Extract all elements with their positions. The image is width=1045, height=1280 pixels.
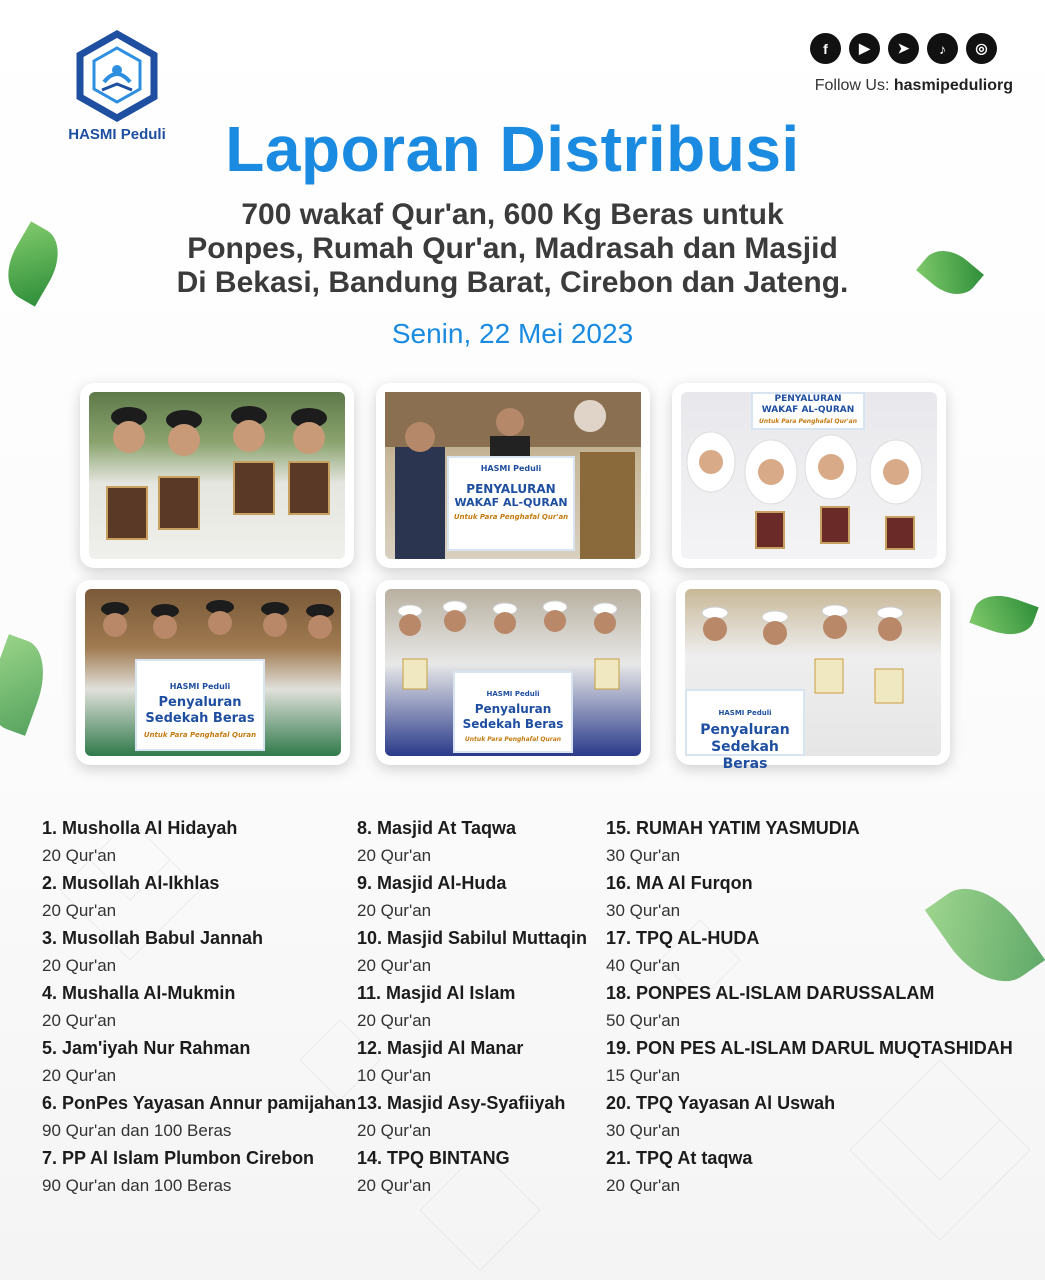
- banner-line2: WAKAF AL-QURAN: [454, 496, 568, 509]
- list-item: [357, 870, 587, 925]
- list-item: [357, 925, 587, 980]
- follow-us: [815, 77, 1013, 95]
- banner-line1: PENYALURAN: [466, 482, 556, 496]
- photo-wakaf-handover: [385, 392, 641, 559]
- recipient-name: 12. Masjid Al Manar: [357, 1038, 524, 1058]
- banner-brand: HASMI Peduli: [486, 690, 540, 698]
- instagram-icon[interactable]: ◎: [966, 33, 997, 64]
- recipient-name: 11. Masjid Al Islam: [357, 983, 516, 1003]
- list-item: [357, 1145, 587, 1200]
- list-item: [357, 1035, 587, 1090]
- photo-card-1: [80, 383, 354, 568]
- recipient-name: 16. MA Al Furqon: [606, 873, 753, 893]
- banner-line3: Untuk Para Penghafal Qur'an: [453, 513, 569, 521]
- recipient-qty: 20 Qur'an: [42, 1011, 117, 1030]
- subtitle-line: Ponpes, Rumah Qur'an, Madrasah dan Masjid: [187, 232, 838, 265]
- recipient-column-1: [42, 815, 356, 1200]
- list-item: [42, 1035, 356, 1090]
- list-item: [606, 925, 1013, 980]
- recipient-qty: 40 Qur'an: [606, 956, 681, 975]
- recipient-qty: 15 Qur'an: [606, 1066, 681, 1085]
- subtitle: [0, 198, 1025, 300]
- photo-rice-distribution-1: [85, 589, 341, 756]
- recipient-qty: 20 Qur'an: [357, 1176, 432, 1195]
- brand-name: HASMI Peduli: [68, 126, 166, 143]
- recipient-qty: 20 Qur'an: [42, 846, 117, 865]
- recipient-name: 7. PP Al Islam Plumbon Cirebon: [42, 1148, 315, 1168]
- photo-card-6: [676, 580, 950, 772]
- photo-boys-with-quran: [89, 392, 345, 559]
- photo-rice-distribution-2: [385, 589, 641, 756]
- recipient-name: 15. RUMAH YATIM YASMUDIA: [606, 818, 860, 838]
- list-item: [606, 1090, 1013, 1145]
- list-item: [357, 815, 587, 870]
- recipient-qty: 20 Qur'an: [42, 1066, 117, 1085]
- photo-girls-with-quran: [681, 392, 937, 559]
- banner-line2: Sedekah Beras: [145, 711, 255, 726]
- list-item: [606, 870, 1013, 925]
- recipient-name: 5. Jam'iyah Nur Rahman: [42, 1038, 251, 1058]
- telegram-icon[interactable]: ➤: [888, 33, 919, 64]
- banner-brand: HASMI Peduli: [718, 709, 772, 717]
- beras-banner: [453, 671, 573, 753]
- banner-brand: HASMI Peduli: [169, 682, 231, 691]
- recipient-qty: 90 Qur'an dan 100 Beras: [42, 1121, 232, 1140]
- banner-line3: Untuk Para Penghafal Qur'an: [758, 418, 857, 425]
- recipient-qty: 90 Qur'an dan 100 Beras: [42, 1176, 232, 1195]
- recipient-name: 6. PonPes Yayasan Annur pamijahan: [42, 1093, 357, 1113]
- banner-line3: Untuk Para Penghafal Quran: [464, 736, 562, 743]
- recipient-name: 9. Masjid Al-Huda: [357, 873, 507, 893]
- banner-line1: PENYALURAN: [774, 394, 842, 404]
- photo-card-4: [76, 580, 350, 765]
- list-item: [42, 1145, 356, 1200]
- follow-label: Follow Us:: [814, 77, 890, 94]
- recipient-name: 2. Musollah Al-Ikhlas: [42, 873, 220, 893]
- recipient-name: 3. Musollah Babul Jannah: [42, 928, 264, 948]
- recipient-column-2: [357, 815, 587, 1200]
- recipient-qty: 30 Qur'an: [606, 846, 681, 865]
- recipient-qty: 10 Qur'an: [357, 1066, 432, 1085]
- recipient-name: 21. TPQ At taqwa: [606, 1148, 753, 1168]
- list-item: [357, 1090, 587, 1145]
- banner-line1: Penyaluran: [158, 695, 242, 710]
- beras-banner-small: [685, 689, 805, 772]
- banner-line1: Penyaluran: [700, 722, 790, 738]
- recipient-name: 14. TPQ BINTANG: [357, 1148, 510, 1168]
- banner-line2: WAKAF AL-QURAN: [761, 405, 855, 415]
- social-icons: [810, 33, 997, 64]
- recipient-name: 4. Mushalla Al-Mukmin: [42, 983, 236, 1003]
- leaf-decoration: [0, 634, 56, 736]
- recipient-qty: 20 Qur'an: [357, 1011, 432, 1030]
- social-handle[interactable]: hasmipeduliorg: [893, 77, 1013, 94]
- wakaf-banner-small: [751, 392, 865, 430]
- banner-line2: Sedekah Beras: [462, 717, 564, 731]
- list-item: [606, 980, 1013, 1035]
- wakaf-banner: [447, 456, 575, 551]
- photo-rice-distribution-3: [685, 589, 941, 772]
- recipient-qty: 20 Qur'an: [606, 1176, 681, 1195]
- recipient-name: 8. Masjid At Taqwa: [357, 818, 517, 838]
- photo-card-3: [672, 383, 946, 568]
- list-item: [606, 815, 1013, 870]
- recipient-qty: 30 Qur'an: [606, 1121, 681, 1140]
- list-item: [42, 815, 356, 870]
- youtube-icon[interactable]: ▶: [849, 33, 880, 64]
- recipient-column-3: [606, 815, 1013, 1200]
- report-date: Senin, 22 Mei 2023: [391, 318, 634, 349]
- recipient-qty: 20 Qur'an: [357, 956, 432, 975]
- subtitle-line: 700 wakaf Qur'an, 600 Kg Beras untuk: [241, 198, 784, 231]
- banner-brand: HASMI Peduli: [480, 464, 542, 473]
- banner-line3: Untuk Para Penghafal Quran: [143, 731, 257, 739]
- recipient-qty: 20 Qur'an: [42, 956, 117, 975]
- recipient-name: 18. PONPES AL-ISLAM DARUSSALAM: [606, 983, 935, 1003]
- banner-line1: Penyaluran: [474, 702, 552, 716]
- recipient-qty: 20 Qur'an: [357, 846, 432, 865]
- list-item: [42, 980, 356, 1035]
- recipient-name: 17. TPQ AL-HUDA: [606, 928, 760, 948]
- recipient-name: 13. Masjid Asy-Syafiiyah: [357, 1093, 566, 1113]
- beras-banner: [135, 659, 265, 751]
- recipient-qty: 30 Qur'an: [606, 901, 681, 920]
- leaf-decoration: [969, 587, 1038, 643]
- recipient-qty: 20 Qur'an: [357, 1121, 432, 1140]
- recipient-name: 19. PON PES AL-ISLAM DARUL MUQTASHIDAH: [606, 1038, 1013, 1058]
- recipient-qty: 50 Qur'an: [606, 1011, 681, 1030]
- page-title: Laporan Distribusi: [225, 113, 800, 185]
- facebook-icon[interactable]: f: [810, 33, 841, 64]
- recipient-qty: 20 Qur'an: [357, 901, 432, 920]
- recipient-name: 1. Musholla Al Hidayah: [42, 818, 238, 838]
- tiktok-icon[interactable]: ♪: [927, 33, 958, 64]
- recipient-name: 10. Masjid Sabilul Muttaqin: [357, 928, 588, 948]
- list-item: [606, 1145, 1013, 1200]
- photo-card-5: [376, 580, 650, 765]
- hasmi-logo-icon: [74, 30, 160, 122]
- photo-card-2: [376, 383, 650, 568]
- list-item: [606, 1035, 1013, 1090]
- list-item: [42, 870, 356, 925]
- list-item: [357, 980, 587, 1035]
- list-item: [42, 1090, 356, 1145]
- list-item: [42, 925, 356, 980]
- recipient-name: 20. TPQ Yayasan Al Uswah: [606, 1093, 836, 1113]
- subtitle-line: Di Bekasi, Bandung Barat, Cirebon dan Jateng.: [176, 266, 849, 299]
- recipient-qty: 20 Qur'an: [42, 901, 117, 920]
- banner-line2: Sedekah Beras: [711, 739, 779, 772]
